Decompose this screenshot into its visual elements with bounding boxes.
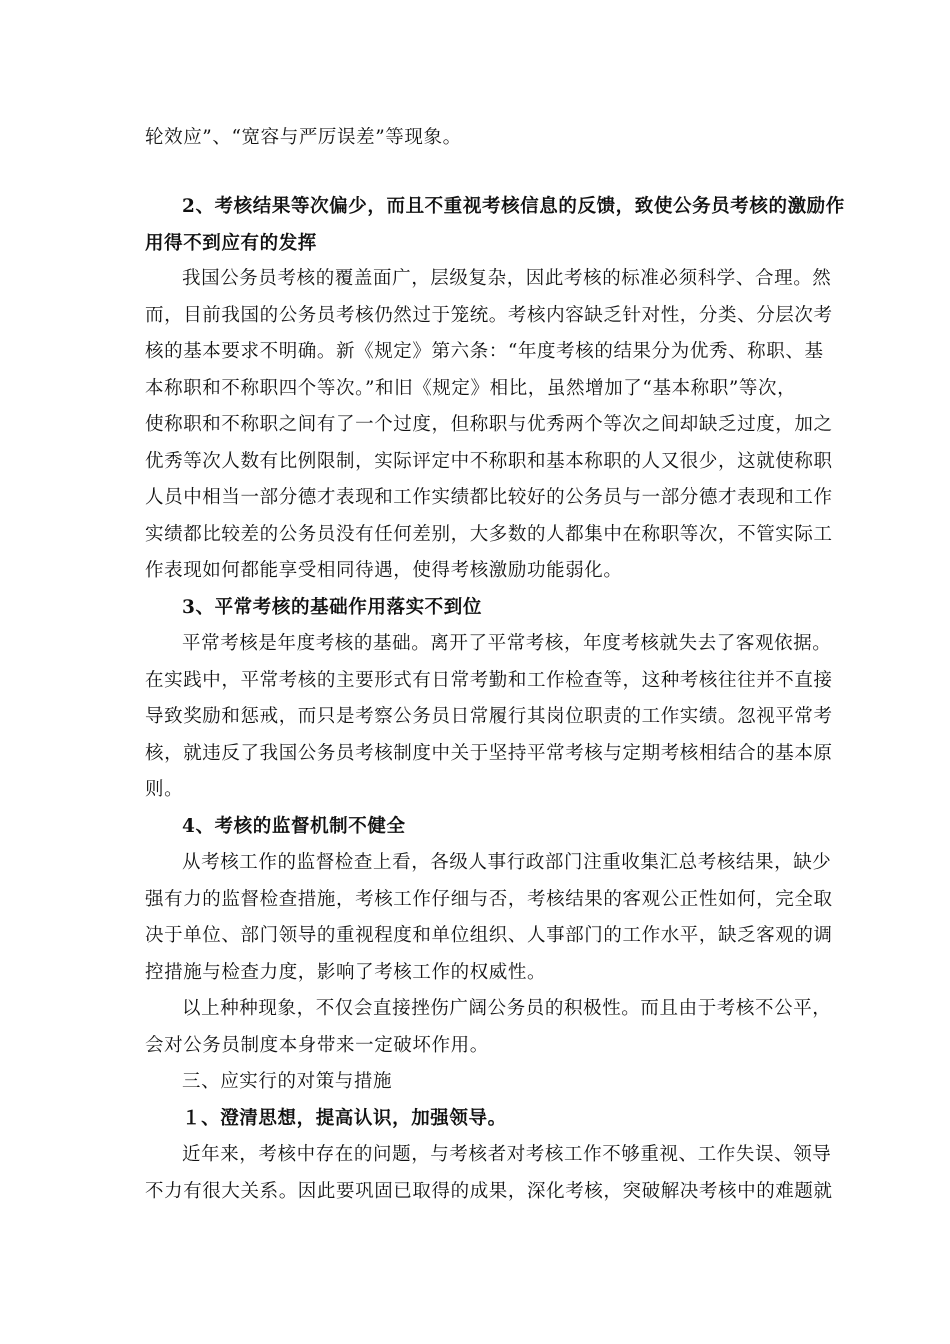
paragraph-line: 使称职和不称职之间有了一个过度，但称职与优秀两个等次之间却缺乏过度，加之	[145, 414, 833, 435]
paragraph-line: 从考核工作的监督检查上看，各级人事行政部门注重收集汇总考核结果，缺少	[182, 852, 832, 873]
paragraph-line: 在实践中，平常考核的主要形式有日常考勤和工作检查等，这种考核往往并不直接	[145, 670, 833, 691]
paragraph-line: 我国公务员考核的覆盖面广，层级复杂，因此考核的标准必须科学、合理。然	[182, 268, 832, 289]
paragraph-line: 核的基本要求不明确。新《规定》第六条：“年度考核的结果分为优秀、称职、基	[145, 341, 824, 362]
paragraph-line: 人员中相当一部分德才表现和工作实绩都比较好的公务员与一部分德才表现和工作	[145, 487, 833, 508]
paragraph-line: 近年来，考核中存在的问题，与考核者对考核工作不够重视、工作失误、领导	[182, 1144, 832, 1165]
section-heading-line: 2、考核结果等次偏少，而且不重视考核信息的反馈，致使公务员考核的激励作	[182, 196, 845, 217]
paragraph-line: 不力有很大关系。因此要巩固已取得的成果，深化考核，突破解决考核中的难题就	[145, 1181, 833, 1202]
paragraph-line: 会对公务员制度本身带来一定破坏作用。	[145, 1035, 489, 1056]
paragraph-line: 核，就违反了我国公务员考核制度中关于坚持平常考核与定期考核相结合的基本原	[145, 743, 833, 764]
chapter-heading-line: 三、应实行的对策与措施	[182, 1071, 393, 1092]
paragraph-line: 轮效应”、“宽容与严厉误差”等现象。	[145, 127, 462, 148]
section-heading-line: 3、平常考核的基础作用落实不到位	[182, 597, 482, 618]
paragraph-line: 优秀等次人数有比例限制，实际评定中不称职和基本称职的人又很少，这就使称职	[145, 451, 833, 472]
paragraph-line: 平常考核是年度考核的基础。离开了平常考核，年度考核就失去了客观依据。	[182, 633, 832, 654]
paragraph-line: 以上种种现象，不仅会直接挫伤广阔公务员的积极性。而且由于考核不公平，	[182, 998, 832, 1019]
paragraph-line: 决于单位、部门领导的重视程度和单位组织、人事部门的工作水平，缺乏客观的调	[145, 925, 833, 946]
section-heading-line: 4、考核的监督机制不健全	[182, 816, 406, 837]
section-heading-line: 用得不到应有的发挥	[145, 233, 317, 254]
paragraph-line: 实绩都比较差的公务员没有任何差别，大多数的人都集中在称职等次，不管实际工	[145, 524, 833, 545]
paragraph-line: 强有力的监督检查措施，考核工作仔细与否，考核结果的客观公正性如何，完全取	[145, 889, 833, 910]
paragraph-line: 则。	[145, 779, 184, 800]
paragraph-line: 而，目前我国的公务员考核仍然过于笼统。考核内容缺乏针对性，分类、分层次考	[145, 305, 833, 326]
paragraph-line: 本称职和不称职四个等次。”和旧《规定》相比，虽然增加了“基本称职”等次，	[145, 378, 797, 399]
paragraph-line: 控措施与检查力度，影响了考核工作的权威性。	[145, 962, 547, 983]
paragraph-line: 导致奖励和惩戒，而只是考察公务员日常履行其岗位职责的工作实绩。忽视平常考	[145, 706, 833, 727]
section-heading-line: １、澄清思想，提高认识，加强领导。	[182, 1108, 507, 1129]
paragraph-line: 作表现如何都能享受相同待遇，使得考核激励功能弱化。	[145, 560, 623, 581]
